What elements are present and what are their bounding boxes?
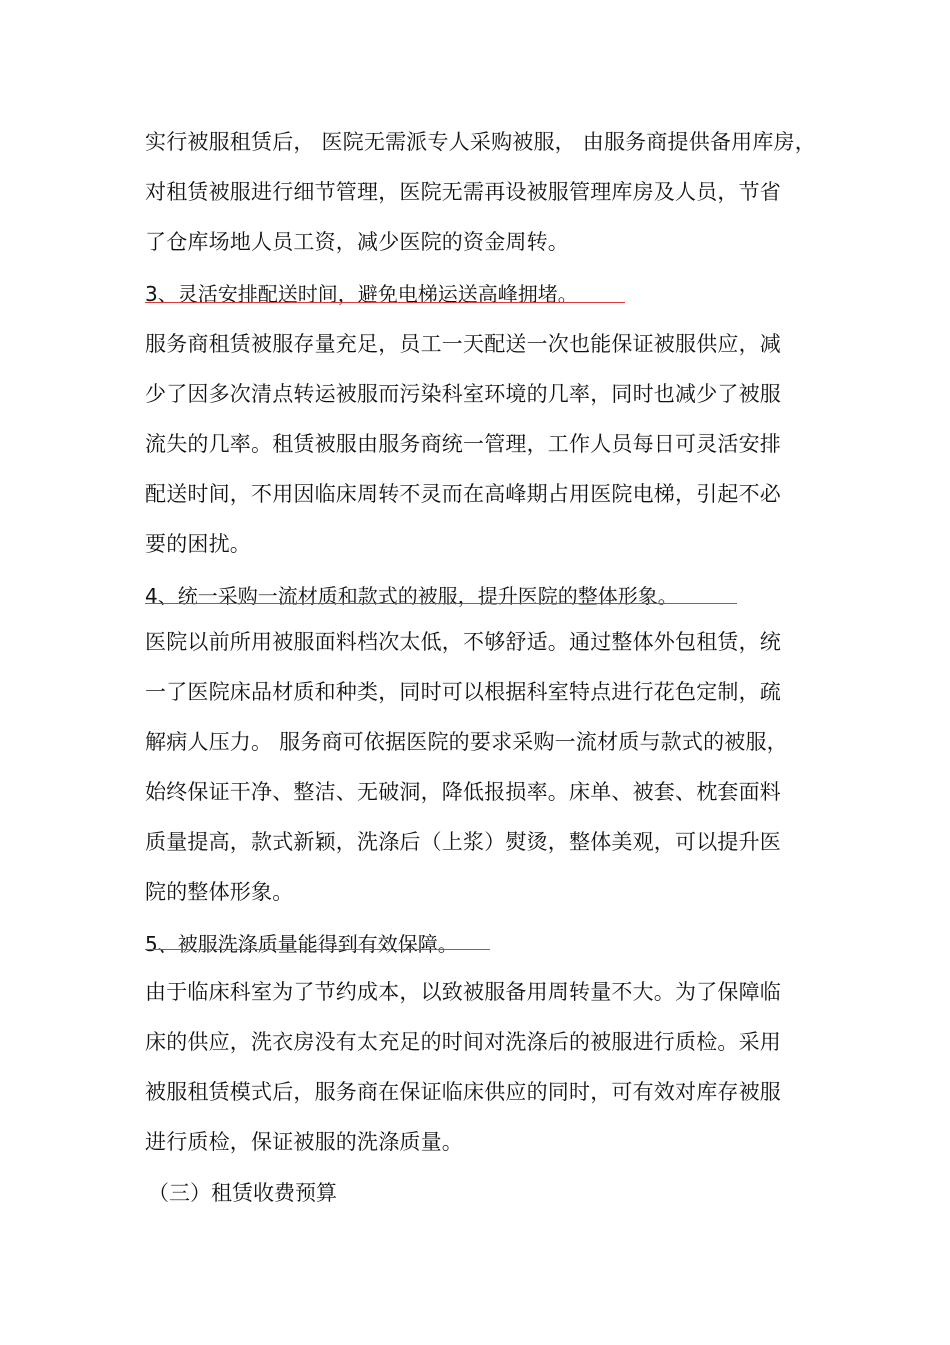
- section-title: （三）租赁收费预算: [148, 1181, 337, 1205]
- body-text-line: 实行被服租赁后， 医院无需派专人采购被服， 由服务商提供备用库房，: [145, 130, 816, 154]
- body-text-line: 服务商租赁被服存量充足，员工一天配送一次也能保证被服供应，减: [145, 332, 781, 356]
- body-text-line: 要的困扰。: [145, 532, 251, 556]
- body-text-line: 了仓库场地人员工资，减少医院的资金周转。: [145, 230, 569, 254]
- heading-underline: [145, 603, 737, 604]
- body-text-line: 院的整体形象。: [145, 880, 294, 904]
- body-text-line: 由于临床科室为了节约成本，以致被服备用周转量不大。为了保障临: [145, 980, 781, 1004]
- item-5-heading: 5、被服洗涤质量能得到有效保障。: [145, 932, 458, 956]
- body-text-line: 解病人压力。 服务商可依据医院的要求采购一流材质与款式的被服，: [145, 730, 788, 754]
- body-text-line: 始终保证干净、整洁、无破洞，降低报损率。床单、被套、枕套面料: [145, 780, 781, 804]
- heading-underline: [145, 949, 490, 950]
- body-text-line: 被服租赁模式后，服务商在保证临床供应的同时，可有效对库存被服: [145, 1080, 781, 1104]
- body-text-line: 流失的几率。租赁被服由服务商统一管理，工作人员每日可灵活安排: [145, 432, 781, 456]
- body-text-line: 质量提高，款式新颖，洗涤后（上浆）熨烫，整体美观，可以提升医: [145, 830, 781, 854]
- body-text-line: 进行质检，保证被服的洗涤质量。: [145, 1130, 463, 1154]
- item-3-heading: 3、灵活安排配送时间，避免电梯运送高峰拥堵。: [145, 282, 578, 306]
- body-text-line: 对租赁被服进行细节管理，医院无需再设被服管理库房及人员，节省: [145, 180, 781, 204]
- body-text-line: 少了因多次清点转运被服而污染科室环境的几率，同时也减少了被服: [145, 382, 781, 406]
- body-text-line: 医院以前所用被服面料档次太低，不够舒适。通过整体外包租赁，统: [145, 630, 781, 654]
- body-text-line: 配送时间，不用因临床周转不灵而在高峰期占用医院电梯，引起不必: [145, 482, 781, 506]
- body-text-line: 床的供应，洗衣房没有太充足的时间对洗涤后的被服进行质检。采用: [145, 1030, 781, 1054]
- item-4-heading: 4、统一采购一流材质和款式的被服，提升医院的整体形象。: [145, 584, 678, 608]
- body-text-line: 一了医院床品材质和种类，同时可以根据科室特点进行花色定制，疏: [145, 680, 781, 704]
- heading-underline: [145, 302, 625, 303]
